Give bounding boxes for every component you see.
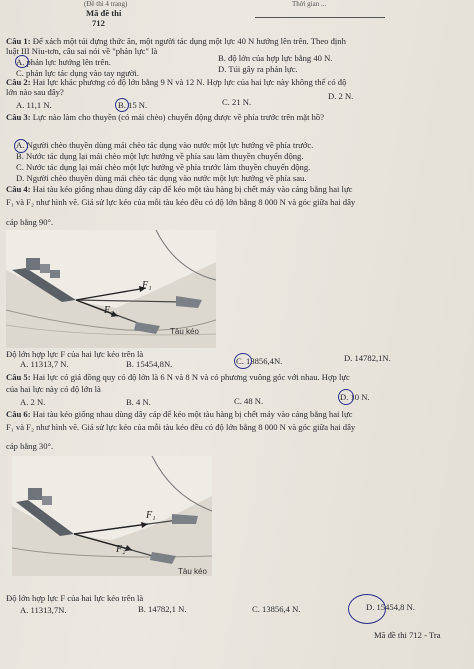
question-2 xyxy=(6,77,346,87)
exam-code: 712 xyxy=(92,18,105,28)
tugboat-figure-q6 xyxy=(12,456,212,576)
question-1-number: Câu 1: xyxy=(6,36,31,46)
question-6-text-line2: F₁ và F₂ như hình vẽ. Giả sử lực kéo của mỗi tàu kéo đều có độ lớn bằng 8 000 N và góc giữa hai dây xyxy=(6,422,356,432)
question-5-option-b: B. 4 N. xyxy=(126,397,151,407)
answer-mark-q2 xyxy=(115,98,129,112)
tugboat-label: Tàu kéo xyxy=(178,567,207,576)
answer-mark-q4 xyxy=(234,353,252,369)
answer-mark-q3 xyxy=(14,139,28,153)
question-6-text-line3: cáp bằng 30°. xyxy=(6,441,54,451)
f2-label: F₂ xyxy=(116,544,126,555)
question-3-text: Lực nào làm cho thuyền (có mái chèo) chuyển động được về phía trước trên mặt hồ? xyxy=(32,112,325,122)
question-4-text: Hai tàu kéo giống nhau dùng dây cáp để kéo một tàu hàng bị chết máy vào cảng bằng hai lực xyxy=(32,184,353,194)
question-5 xyxy=(6,372,350,382)
question-4-text-line3: cáp bằng 90°. xyxy=(6,217,54,227)
tugboat-figure-q4 xyxy=(6,230,216,348)
question-2-text: Hai lực khác phương có độ lớn bằng 9 N và 12 N. Hợp lực của hai lực này không thể có độ xyxy=(32,77,347,87)
tugboat-label: Tàu kéo xyxy=(170,327,199,336)
page-count-note: (Đề thi 4 trang) xyxy=(84,0,128,8)
question-4-option-b: B. 15454,8N. xyxy=(126,359,173,369)
question-6-option-a: A. 11313,7N. xyxy=(20,605,67,615)
f2-label: F₂ xyxy=(104,305,114,316)
question-5-text-line2: của hai lực này có độ lớn là xyxy=(6,384,101,394)
header-rule xyxy=(255,17,385,18)
question-5-number: Câu 5: xyxy=(6,372,31,382)
question-4-text-line2: F₁ và F₂ như hình vẽ. Giả sử lực kéo của mỗi tàu kéo đều có độ lớn bằng 8 000 N và góc giữa hai dây xyxy=(6,197,356,207)
question-3-option-b: B. Nước tác dụng lại mái chèo một lực hướng về phía sau làm thuyền chuyển động. xyxy=(16,151,304,161)
question-4-option-a: A. 11313,7 N. xyxy=(20,359,69,369)
question-2-option-b: B. 15 N. xyxy=(118,100,148,110)
question-6 xyxy=(6,409,352,419)
exam-code-label: Mã đề thi xyxy=(86,8,122,18)
question-6-option-d: D. 15454,8 N. xyxy=(366,602,415,612)
question-1-text-line2: luật III Niu-tơn, câu sai nói về "phản lực" là xyxy=(6,46,158,56)
question-5-option-a: A. 2 N. xyxy=(20,397,46,407)
question-2-option-c: C. 21 N. xyxy=(222,97,252,107)
question-6-ask: Độ lớn hợp lực F của hai lực kéo trên là xyxy=(6,593,144,603)
question-1-text: Để xách một túi đựng thức ăn, một người tác dụng một lực 40 N hướng lên trên. Theo định xyxy=(32,36,346,46)
question-5-option-d: D. 10 N. xyxy=(340,392,370,402)
question-4-ask: Độ lớn hợp lực F của hai lực kéo trên là xyxy=(6,349,144,359)
question-2-option-a: A. 11,1 N. xyxy=(16,100,52,110)
question-3-option-d: D. Người chèo thuyền dùng mái chèo tác dụng vào nước một lực hướng về phía sau. xyxy=(16,173,307,183)
f1-label: F₁ xyxy=(142,280,152,291)
answer-mark-q1 xyxy=(15,55,29,68)
answer-mark-q6 xyxy=(348,594,386,624)
question-5-text: Hai lực có giá đồng quy có độ lớn là 6 N và 8 N và có phương vuông góc với nhau. Hợp lực xyxy=(32,372,350,382)
question-6-text: Hai tàu kéo giống nhau dùng dây cáp để kéo một tàu hàng bị chết máy vào cảng bằng hai lực xyxy=(32,409,353,419)
question-4-option-c: C. 13856,4N. xyxy=(236,356,283,366)
question-3-number: Câu 3: xyxy=(6,112,31,122)
question-4-number: Câu 4: xyxy=(6,184,31,194)
question-3-option-a: A. Người chèo thuyền dùng mái chèo tác dụng vào nước một lực hướng về phía trước. xyxy=(16,140,314,150)
question-5-option-c: C. 48 N. xyxy=(234,396,264,406)
question-2-text-line2: lớn nào sau đây? xyxy=(6,87,64,97)
answer-mark-q5 xyxy=(338,389,354,405)
f1-label: F₁ xyxy=(146,510,156,521)
question-1-option-d: D. Túi gây ra phản lực. xyxy=(218,64,298,74)
question-4 xyxy=(6,184,352,194)
question-2-number: Câu 2: xyxy=(6,77,31,87)
question-3-option-c: C. Nước tác dụng lại mái chèo một lực hướng về phía trước làm thuyền chuyển động. xyxy=(16,162,311,172)
time-note: Thời gian ... xyxy=(292,0,327,8)
question-1-option-a: A. phản lực hướng lên trên. xyxy=(16,57,111,67)
question-6-option-b: B. 14782,1 N. xyxy=(138,604,187,614)
question-6-number: Câu 6: xyxy=(6,409,31,419)
question-1-option-c: C. phản lực tác dụng vào tay người. xyxy=(16,68,139,78)
question-2-option-d: D. 2 N. xyxy=(328,91,354,101)
question-3 xyxy=(6,112,324,122)
question-1-option-b: B. độ lớn của hợp lực bằng 40 N. xyxy=(218,53,333,63)
page-footer: Mã đề thi 712 - Tra xyxy=(374,630,441,640)
question-4-option-d: D. 14782,1N. xyxy=(344,353,391,363)
question-1 xyxy=(6,36,346,46)
question-6-option-c: C. 13856,4 N. xyxy=(252,604,301,614)
